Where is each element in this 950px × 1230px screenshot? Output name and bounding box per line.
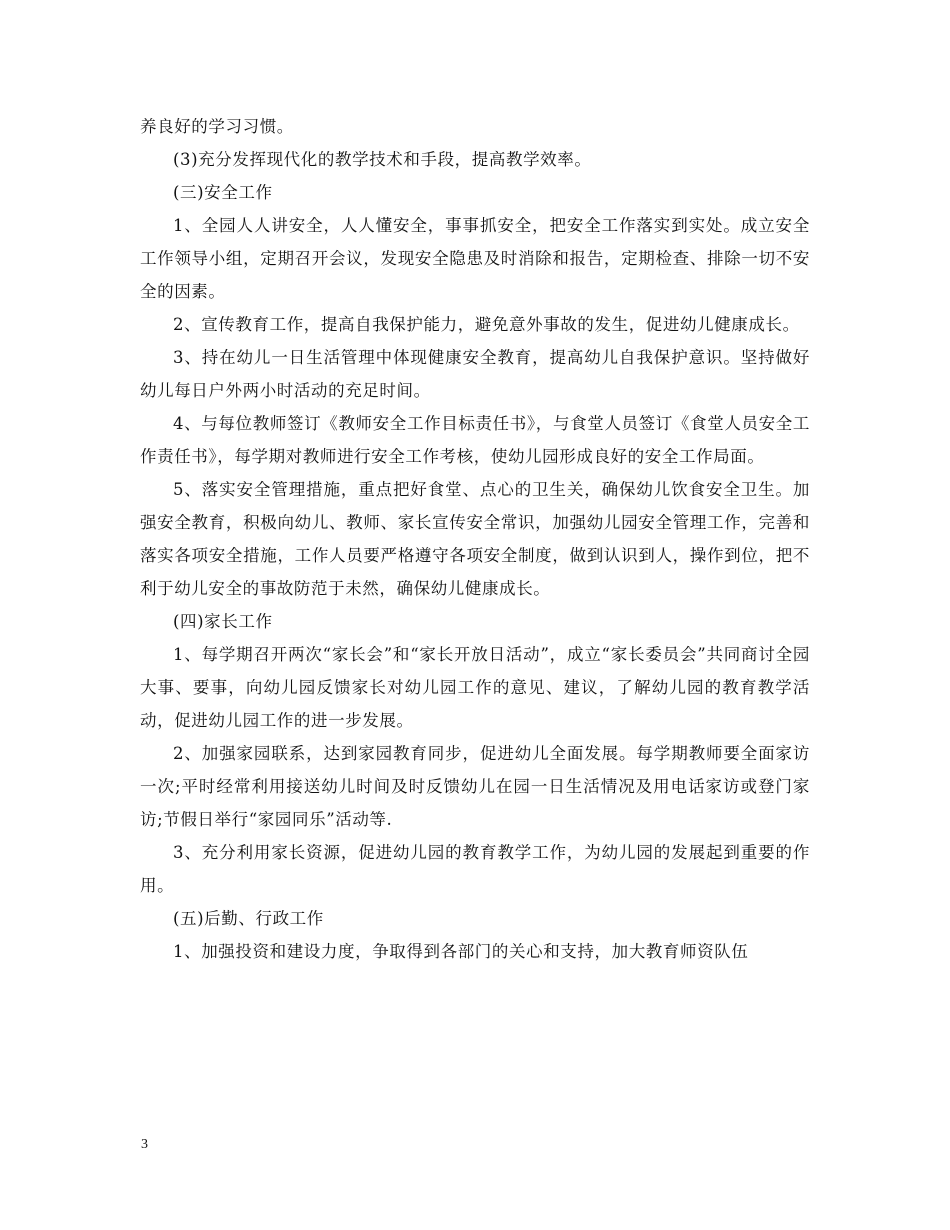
paragraph: 养良好的学习习惯。 [140,117,294,136]
paragraph: 5、落实安全管理措施，重点把好食堂、点心的卫生关，确保幼儿饮食安全卫生。加强安全教育，积极向幼儿、教师、家长宣传安全常识，加强幼儿园安全管理工作，完善和落实各项安全措施，工作人员要严格遵守各项安全制度，做到认识到人，操作到位，把不利于幼儿安全的事故防范于未然，确保幼儿健康成长。 [140,480,810,598]
paragraph: (三)安全工作 [173,183,273,202]
paragraph: (3)充分发挥现代化的教学技术和手段，提高教学效率。 [173,150,592,169]
paragraph: 2、宣传教育工作，提高自我保护能力，避免意外事故的发生，促进幼儿健康成长。 [173,315,800,334]
paragraph: 2、加强家园联系，达到家园教育同步，促进幼儿全面发展。每学期教师要全面家访一次;平时经常利用接送幼儿时间及时反馈幼儿在园一日生活情况及用电话家访或登门家访;节假日举行“家园同乐”活动等. [140,744,810,829]
paragraph: 1、每学期召开两次“家长会”和“家长开放日活动”，成立“家长委员会”共同商讨全园大事、要事，向幼儿园反馈家长对幼儿园工作的意见、建议，了解幼儿园的教育教学活动，促进幼儿园工作的进一步发展。 [140,645,810,730]
paragraph: 3、持在幼儿一日生活管理中体现健康安全教育，提高幼儿自我保护意识。坚持做好幼儿每日户外两小时活动的充足时间。 [140,348,810,400]
paragraph: (五)后勤、行政工作 [173,909,324,928]
paragraph: 4、与每位教师签订《教师安全工作目标责任书》，与食堂人员签订《食堂人员安全工作责任书》，每学期对教师进行安全工作考核，使幼儿园形成良好的安全工作局面。 [140,414,810,466]
paragraph: 3、充分利用家长资源，促进幼儿园的教育教学工作，为幼儿园的发展起到重要的作用。 [140,843,810,895]
page-number: 3 [141,1137,148,1152]
paragraph: 1、加强投资和建设力度，争取得到各部门的关心和支持，加大教育师资队伍 [173,942,749,961]
paragraph: 1、全园人人讲安全，人人懂安全，事事抓安全，把安全工作落实到实处。成立安全工作领导小组，定期召开会议，发现安全隐患及时消除和报告，定期检查、排除一切不安全的因素。 [140,216,810,301]
document-body [140,110,810,968]
paragraph: (四)家长工作 [173,612,273,631]
